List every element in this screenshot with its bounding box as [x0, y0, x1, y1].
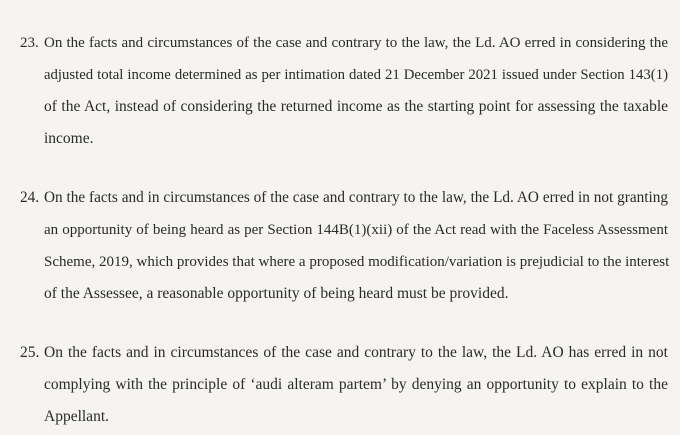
paragraph-line	[20, 27, 668, 59]
paragraph-line	[20, 182, 668, 214]
paragraph-number: 24.	[20, 189, 40, 206]
paragraph-line	[20, 337, 668, 369]
paragraph-number: 23.	[20, 35, 39, 51]
paragraph-line: income.	[44, 130, 94, 147]
paragraph-line: adjusted total income determined as per intimation dated 21 December 2021 issued under Section 143(1)	[44, 67, 668, 83]
paragraph-text: On the facts and circumstances of the case and contrary to the law, the Ld. AO erred in considering the	[44, 35, 668, 51]
paragraph-24	[20, 182, 668, 310]
paragraph-line: complying with the principle of ‘audi alteram partem’ by denying an opportunity to explain to the	[44, 376, 668, 393]
paragraph-25	[20, 337, 668, 433]
paragraph-line: Appellant.	[44, 408, 109, 425]
paragraph-line: of the Assessee, a reasonable opportunity of being heard must be provided.	[44, 285, 509, 302]
paragraph-number: 25.	[20, 344, 40, 361]
paragraph-text: On the facts and in circumstances of the case and contrary to the law, the Ld. AO has erred in not	[44, 344, 668, 361]
paragraph-text: On the facts and in circumstances of the case and contrary to the law, the Ld. AO erred in not granting	[44, 189, 668, 206]
paragraph-line: of the Act, instead of considering the returned income as the starting point for assessing the taxable	[44, 98, 668, 115]
paragraph-line: Scheme, 2019, which provides that where a proposed modification/variation is prejudicial to the interest	[44, 254, 670, 270]
paragraph-line: an opportunity of being heard as per Section 144B(1)(xii) of the Act read with the Faceless Assessment	[44, 222, 668, 238]
paragraph-23	[20, 27, 668, 155]
